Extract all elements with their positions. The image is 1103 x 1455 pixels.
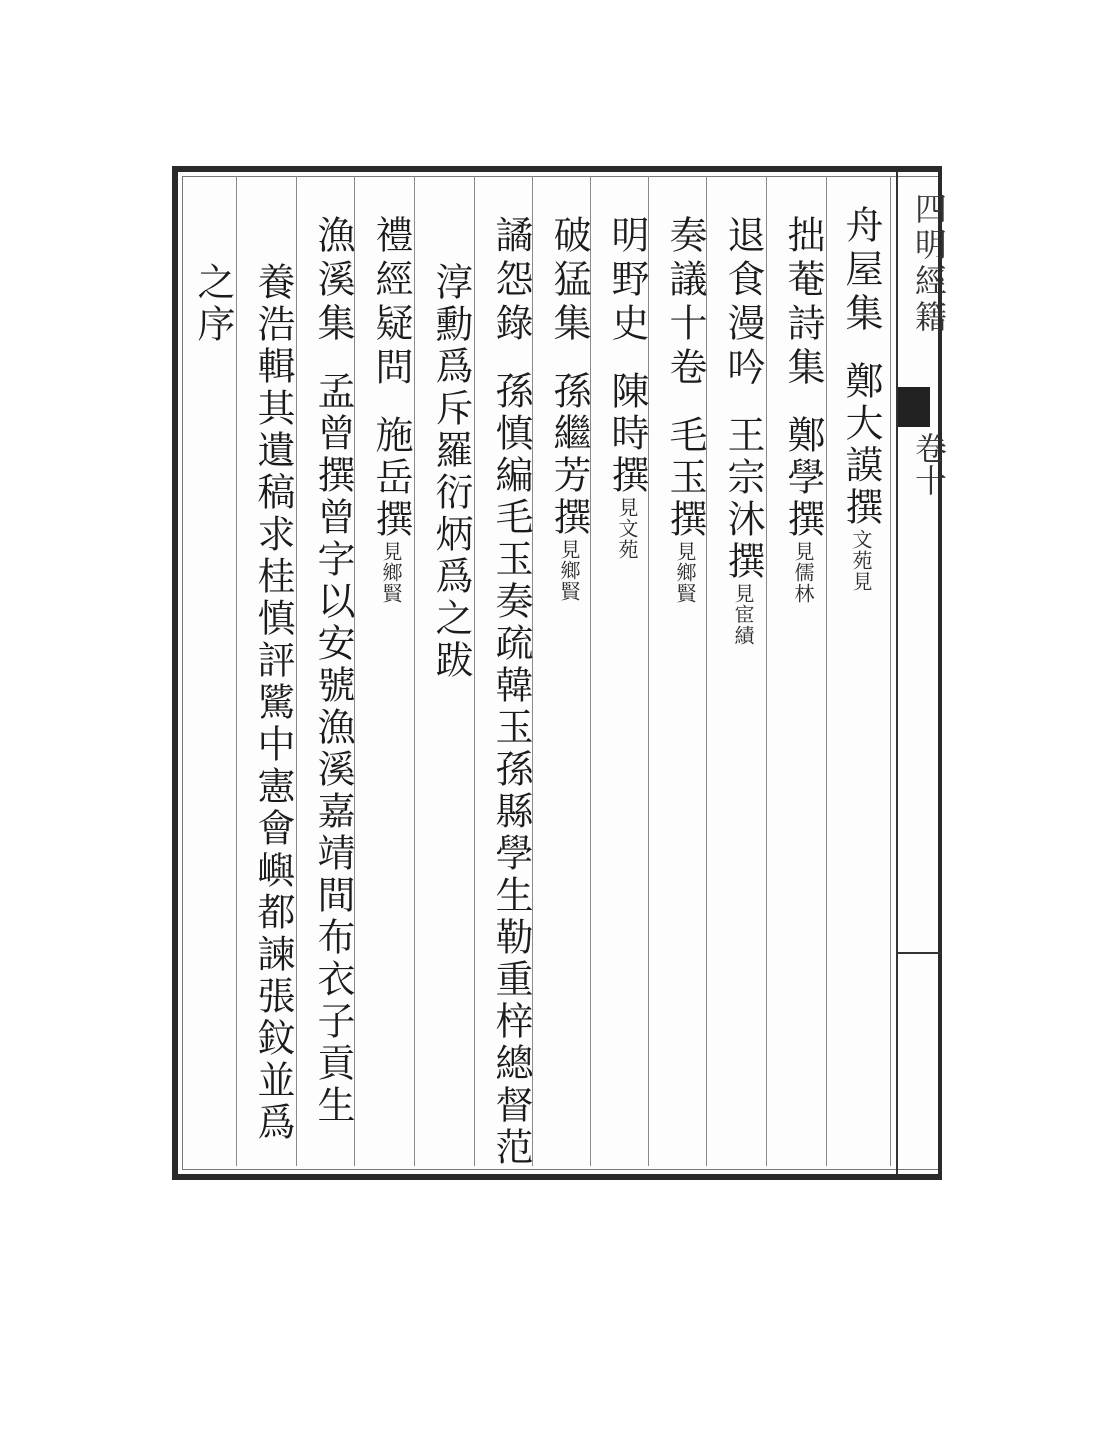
column-rule	[766, 176, 767, 1166]
book-author: 陳時撰	[605, 371, 649, 497]
book-author: 毛玉撰	[663, 415, 707, 541]
book-title: 明野史	[605, 215, 649, 347]
column-rule	[414, 176, 415, 1166]
banxin-fold	[896, 172, 948, 1174]
text-column	[604, 215, 650, 560]
continuation-text: 淳勳爲斥羅衍炳爲之跋	[429, 262, 473, 682]
banxin-rule	[898, 952, 942, 954]
text-column	[780, 215, 826, 604]
text-column	[838, 205, 884, 592]
column-rule	[474, 176, 475, 1166]
fishtail-mark	[898, 387, 930, 427]
column-rule	[236, 176, 237, 1166]
book-author: 孟曾撰曾字以安號漁溪嘉靖間布衣子貢生	[311, 371, 355, 1127]
text-column	[310, 215, 356, 1127]
book-title: 漁溪集	[311, 215, 355, 347]
text-column	[428, 262, 474, 682]
book-note: 見鄉賢	[379, 541, 403, 604]
column-rule	[890, 176, 891, 1166]
book-author: 施岳撰	[369, 415, 413, 541]
text-column	[488, 215, 534, 1169]
book-title: 奏議十卷	[663, 215, 707, 391]
book-title: 破猛集	[547, 215, 591, 347]
book-note: 見宦績	[731, 583, 755, 646]
text-column	[662, 215, 708, 604]
text-column	[190, 262, 236, 346]
text-column	[368, 215, 414, 604]
continuation-text: 養浩輯其遺稿求桂慎評騭中憲會嶼都諫張鈫並爲	[251, 262, 295, 1144]
book-title: 退食漫吟	[721, 215, 765, 391]
book-note: 毛玉奏疏韓玉孫縣學生勒重梓總督范	[489, 497, 533, 1169]
book-author: 孫慎編	[489, 371, 533, 497]
column-rule	[296, 176, 297, 1166]
book-note: 見鄉賢	[557, 539, 581, 602]
book-title: 舟屋集	[839, 205, 883, 337]
banxin-title: 四明經籍	[910, 192, 948, 336]
book-author: 孫繼芳撰	[547, 371, 591, 539]
book-author: 鄭大謨撰	[839, 361, 883, 529]
text-column	[546, 215, 592, 602]
banxin-juan: 卷十	[910, 432, 948, 496]
book-note: 見文苑	[615, 497, 639, 560]
book-note: 見儒林	[791, 541, 815, 604]
book-note: 見鄉賢	[673, 541, 697, 604]
book-title: 譎怨錄	[489, 215, 533, 347]
book-author: 王宗沐撰	[721, 415, 765, 583]
column-rule	[826, 176, 827, 1166]
book-title: 拙菴詩集	[781, 215, 825, 391]
text-column	[720, 215, 766, 646]
continuation-text: 之序	[191, 262, 235, 346]
book-author: 鄭學撰	[781, 415, 825, 541]
text-column	[250, 262, 296, 1144]
book-title: 禮經疑問	[369, 215, 413, 391]
book-note: 文苑見	[849, 529, 873, 592]
